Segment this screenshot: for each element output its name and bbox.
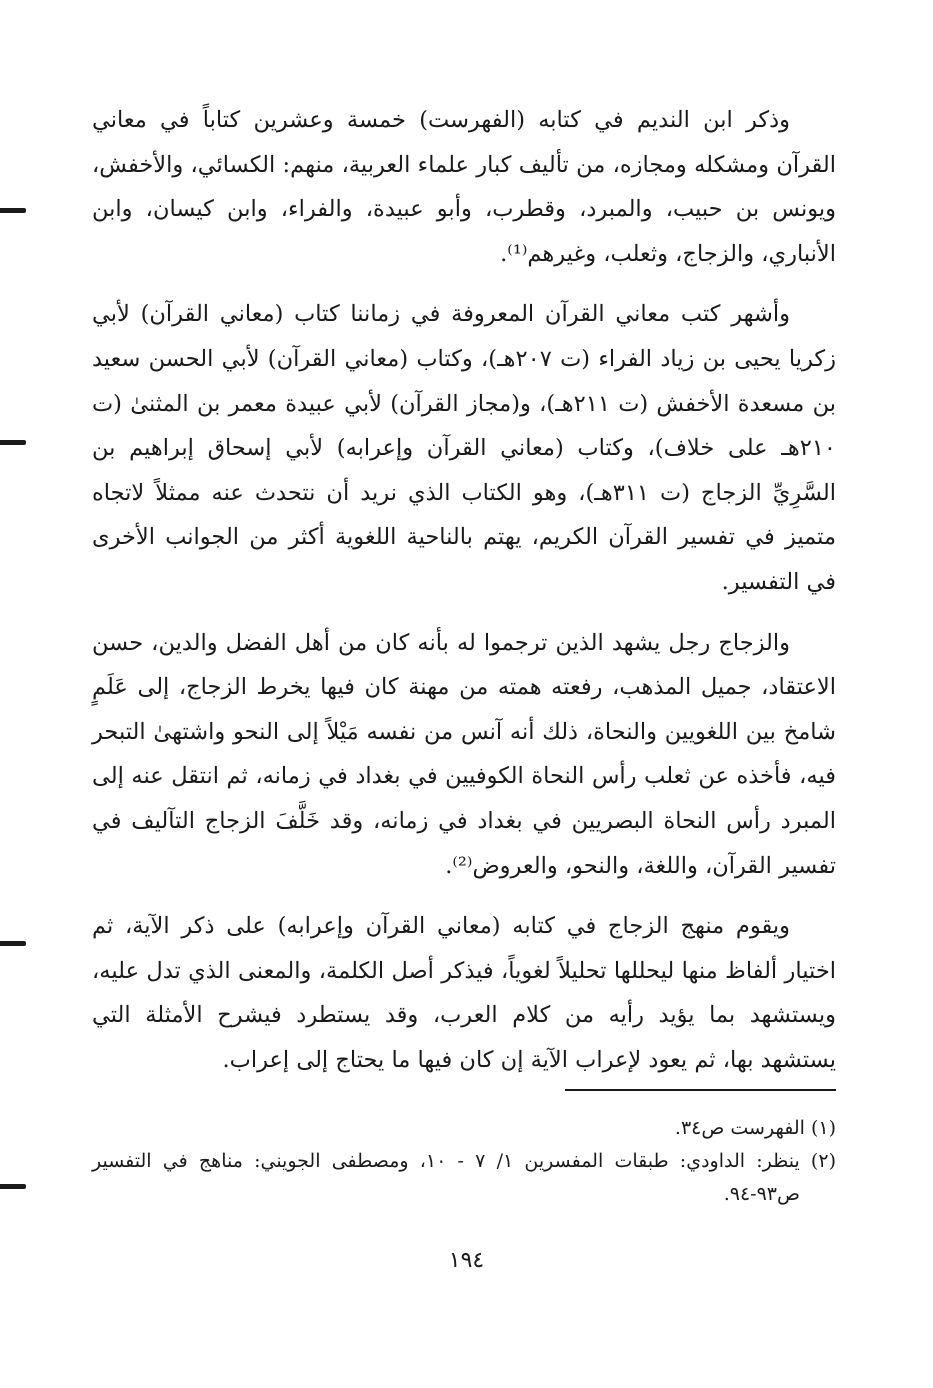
binding-edge-mark xyxy=(0,208,26,213)
binding-edge-mark xyxy=(0,440,26,445)
paragraph: ويقوم منهج الزجاج في كتابه (معاني القرآن وإعرابه) على ذكر الآية، ثم اختيار ألفاظ منها ليحللها تحليلاً لغوياً، فيذكر أصل الكلمة، والمعنى الذي تدل عليه، ويستشهد بما يؤيد رأيه من كلام العرب، وقد يستطرد فيشرح الأمثلة التي يستشهد بها، ثم يعود لإعراب الآية إن كان فيها ما يحتاج إلى إعراب. xyxy=(92,913,836,1073)
binding-edge-mark xyxy=(0,1184,26,1189)
footnote: (٢) ينظر: الداودي: طبقات المفسرين ١/ ٧ - ١٠، ومصطفى الجويني: مناهج في التفسير ص٩٣-٩٤. xyxy=(92,1150,836,1205)
paragraph: وأشهر كتب معاني القرآن المعروفة في زماننا كتاب (معاني القرآن) لأبي زكريا يحيى بن زياد الفراء (ت ٢٠٧هـ)، وكتاب (معاني القرآن) لأبي الحسن سعيد بن مسعدة الأخفش (ت ٢١١هـ)، و(مجاز القرآن) لأبي عبيدة معمر بن المثنىٰ (ت ٢١٠هـ على خلاف)، وكتاب (معاني القرآن وإعرابه) لأبي إسحاق إبراهيم بن السَّرِيِّ الزجاج (ت ٣١١هـ)، وهو الكتاب الذي نريد أن نتحدث عنه ممثلاً لاتجاه متميز في تفسير القرآن الكريم، يهتم بالناحية اللغوية أكثر من الجوانب الأخرى في التفسير. xyxy=(92,301,836,595)
paragraph: وذكر ابن النديم في كتابه (الفهرست) خمسة وعشرين كتاباً في معاني القرآن ومشكله ومجازه، من تأليف كبار علماء العربية، منهم: الكسائي، والأخفش، ويونس بن حبيب، والمبرد، وقطرب، وأبو عبيدة، والفراء، وابن كيسان، وابن الأنباري، والزجاج، وثعلب، وغيرهم⁽¹⁾. xyxy=(92,107,836,267)
paragraph: والزجاج رجل يشهد الذين ترجموا له بأنه كان من أهل الفضل والدين، حسن الاعتقاد، جميل المذهب، رفعته همته من مهنة كان فيها يخرط الزجاج، إلى عَلَمٍ شامخ بين اللغويين والنحاة، ذلك أنه آنس من نفسه مَيْلاً إلى النحو واشتهىٰ التبحر فيه، فأخذه عن ثعلب رأس النحاة الكوفيين في بغداد في زمانه، ثم انتقل عنه إلى المبرد رأس النحاة البصريين في بغداد في زمانه، وقد خَلَّفَ الزجاج التآليف في تفسير القرآن، واللغة، والنحو، والعروض⁽²⁾. xyxy=(92,629,836,879)
main-text xyxy=(92,98,836,1098)
footnote: (١) الفهرست ص٣٤. xyxy=(674,1117,836,1139)
footnotes xyxy=(92,1112,836,1211)
footnote-separator xyxy=(565,1089,836,1091)
page-number: ١٩٤ xyxy=(448,1248,485,1273)
binding-edge-mark xyxy=(0,941,26,946)
